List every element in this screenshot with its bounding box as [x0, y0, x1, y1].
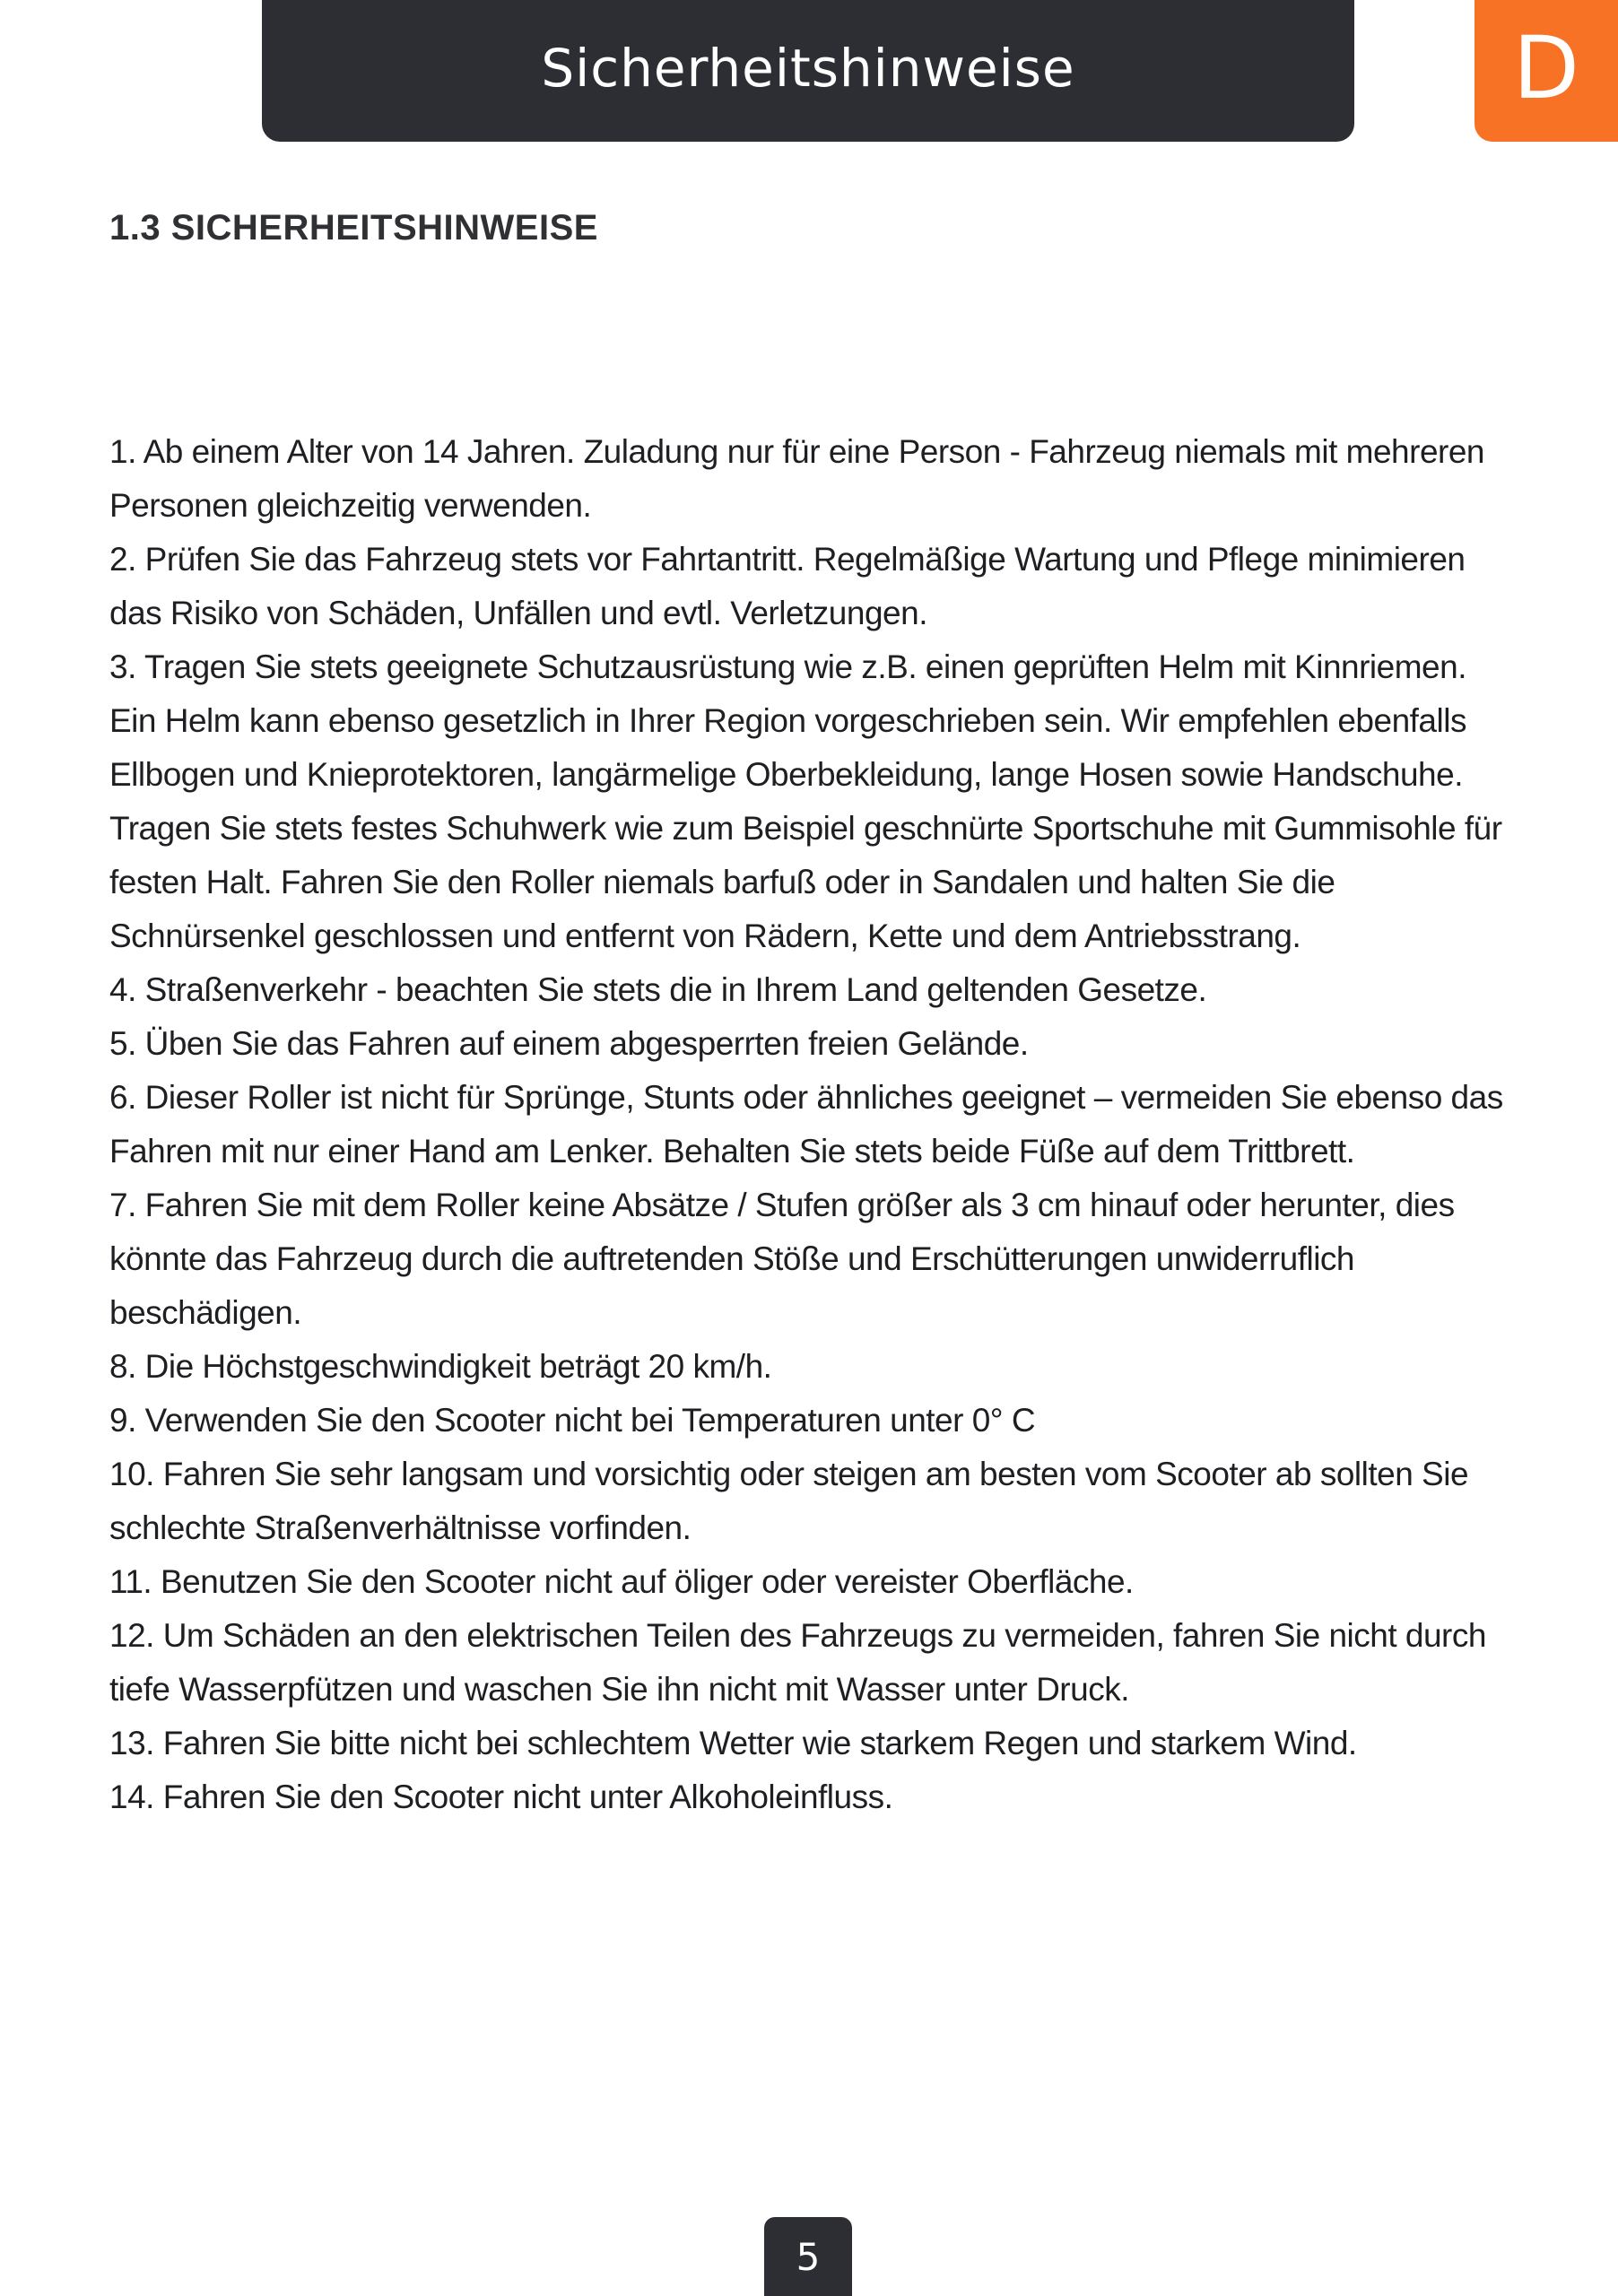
safety-item-12: 12. Um Schäden an den elektrischen Teilen des Fahrzeugs zu vermeiden, fahren Sie nicht durch tiefe Wasserpfützen und waschen Sie ihn nicht mit Wasser unter Druck.	[109, 1617, 1486, 1708]
safety-item-8: 8. Die Höchstgeschwindigkeit beträgt 20 km/h.	[109, 1348, 772, 1385]
safety-item-1: 1. Ab einem Alter von 14 Jahren. Zuladung nur für eine Person - Fahrzeug niemals mit mehreren Personen gleichzeitig verwenden.	[109, 433, 1485, 524]
safety-item-9: 9. Verwenden Sie den Scooter nicht bei Temperaturen unter 0° C	[109, 1402, 1036, 1439]
safety-item-6: 6. Dieser Roller ist nicht für Sprünge, Stunts oder ähnliches geeignet – vermeiden Sie ebenso das Fahren mit nur einer Hand am Lenker. Behalten Sie stets beide Füße auf dem Trittbrett.	[109, 1079, 1503, 1170]
safety-instructions-list	[109, 425, 1509, 1824]
header-bar	[262, 0, 1354, 142]
safety-item-14: 14. Fahren Sie den Scooter nicht unter Alkoholeinfluss.	[109, 1779, 893, 1815]
safety-item-4: 4. Straßenverkehr - beachten Sie stets die in Ihrem Land geltenden Gesetze.	[109, 971, 1207, 1008]
section-heading: 1.3 SICHERHEITSHINWEISE	[109, 208, 598, 248]
language-badge	[1474, 0, 1618, 142]
safety-item-11: 11. Benutzen Sie den Scooter nicht auf öliger oder vereister Oberfläche.	[109, 1563, 1134, 1600]
safety-item-2: 2. Prüfen Sie das Fahrzeug stets vor Fahrtantritt. Regelmäßige Wartung und Pflege minimieren das Risiko von Schäden, Unfällen und evtl. Verletzungen.	[109, 541, 1466, 631]
safety-item-3: 3. Tragen Sie stets geeignete Schutzausrüstung wie z.B. einen geprüften Helm mit Kinnriemen. Ein Helm kann ebenso gesetzlich in Ihrer Region vorgeschrieben sein. Wir empfehlen ebenfalls Ellbogen und Knieprotektoren, langärmelige Oberbekleidung, lange Hosen sowie Handschuhe. Tragen Sie stets festes Schuhwerk wie zum Beispiel geschnürte Sportschuhe mit Gummisohle für festen Halt. Fahren Sie den Roller niemals barfuß oder in Sandalen und halten Sie die Schnürsenkel geschlossen und entfernt von Rädern, Kette und dem Antriebsstrang.	[109, 648, 1502, 954]
safety-item-7: 7. Fahren Sie mit dem Roller keine Absätze / Stufen größer als 3 cm hinauf oder herunter, dies könnte das Fahrzeug durch die auftretenden Stöße und Erschütterungen unwiderruflich beschädigen.	[109, 1187, 1455, 1331]
safety-item-13: 13. Fahren Sie bitte nicht bei schlechtem Wetter wie starkem Regen und starkem Wind.	[109, 1725, 1357, 1761]
page-number: 5	[796, 2234, 821, 2279]
page-number-box	[764, 2217, 852, 2296]
page-title: Sicherheitshinweise	[541, 38, 1075, 99]
safety-item-5: 5. Üben Sie das Fahren auf einem abgesperrten freien Gelände.	[109, 1025, 1029, 1062]
language-badge-letter: D	[1513, 18, 1579, 118]
safety-item-10: 10. Fahren Sie sehr langsam und vorsichtig oder steigen am besten vom Scooter ab sollten Sie schlechte Straßenverhältnisse vorfinden.	[109, 1456, 1469, 1546]
